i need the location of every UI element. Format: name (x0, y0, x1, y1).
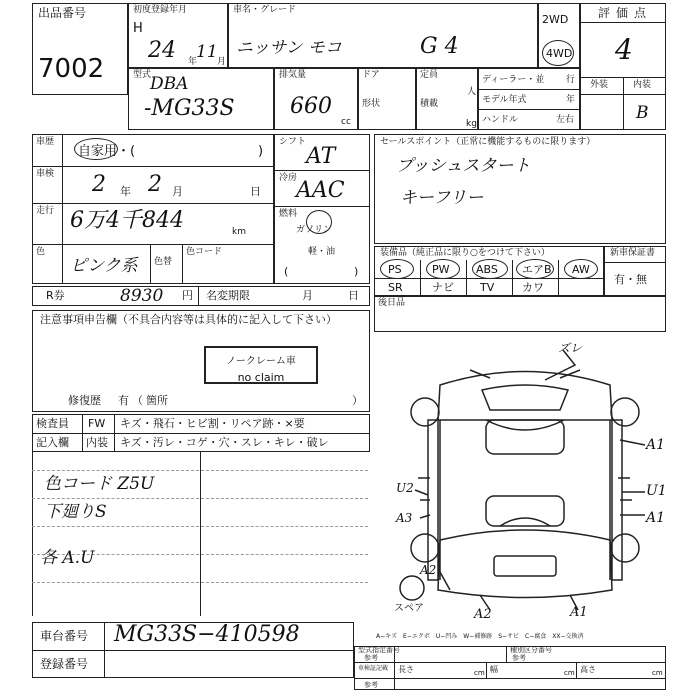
color-value: ピンク系 (70, 256, 138, 276)
name-change-day: 日 (348, 289, 359, 302)
repair-place: 箇所 (146, 394, 168, 407)
sales-points-label: セールスポイント（正常に機能するものに限ります） (380, 137, 596, 147)
mark-a1-bottom: A1 (570, 605, 588, 620)
four-wd-label: 4WD (546, 47, 573, 60)
mark-a2-bottom: A2 (474, 607, 492, 622)
registration-month: 11 (196, 42, 218, 62)
fuel-paren-open: ( (284, 265, 289, 278)
person-unit: 人 (467, 87, 477, 97)
registration-year: 24 (148, 38, 176, 63)
name-change-month: 月 (302, 289, 313, 302)
load-label: 積載 (420, 99, 439, 109)
registration-number-label: 登録番号 (40, 657, 89, 671)
shift-value: AT (306, 144, 336, 169)
era-label: H (133, 21, 143, 36)
repair-value: 有 (118, 394, 129, 407)
history-label: 車歴 (36, 137, 55, 147)
exterior-label: 外装 (590, 80, 609, 90)
history-close: ) (258, 144, 264, 159)
width-label: 幅 (490, 665, 498, 674)
equip-navi: ナビ (432, 281, 454, 294)
equip-pw: PW (432, 263, 450, 276)
model-label: 型式 (133, 70, 152, 80)
ac-value: AAC (296, 178, 345, 203)
name-change-label: 名変期限 (206, 289, 250, 302)
equip-leather: カワ (522, 281, 544, 294)
yen-unit: 円 (182, 289, 193, 302)
shift-label: シフト (279, 137, 307, 147)
equip-airbag: エアB (522, 263, 552, 276)
interior-grade-label: 内装 (633, 80, 652, 90)
mark-a3-left: A3 (396, 511, 413, 525)
mark-a1-right-upper: A1 (646, 437, 666, 453)
inspection-year: 2 (92, 172, 106, 197)
inspection-month: 2 (148, 172, 162, 197)
chassis-value: MG33S−410598 (114, 622, 300, 647)
equip-sr: SR (388, 281, 403, 294)
sales-point-1: プッシュスタート (396, 156, 531, 176)
width-unit: cm (564, 669, 575, 677)
repair-paren-open: （ (132, 394, 143, 407)
equip-ps: PS (388, 263, 402, 276)
note-color-code: 色コード Z5U (44, 474, 155, 494)
notes-label: 注意事項申告欄（不具合内容等は具体的に記入して下さい） (40, 313, 337, 326)
category-label: 種別区分番号 (510, 646, 552, 654)
chassis-label: 車台番号 (40, 629, 89, 643)
inspection-day-unit: 日 (250, 185, 261, 198)
model-year-unit: 年 (566, 95, 576, 105)
model-code: -MG33S (144, 96, 235, 121)
dealer-label: ディーラー・並 (482, 75, 545, 85)
registration-month-unit: 月 (217, 57, 227, 67)
handle-label: ハンドル (482, 115, 519, 125)
body-number-ref: 参考 (364, 681, 378, 689)
model-designation-ref: 参考 (364, 654, 378, 662)
score-value: 4 (615, 33, 633, 66)
note-undercarriage: 下廻りS (44, 502, 107, 522)
length-unit: cm (474, 669, 485, 677)
equip-tv: TV (480, 281, 495, 294)
car-name-label: 車名・グレード (233, 5, 297, 15)
repair-paren-close: ） (352, 394, 363, 407)
interior-label: 内装 (86, 436, 108, 449)
fuel-paren-close: ) (354, 265, 359, 278)
mileage-label: 走行 (36, 206, 55, 216)
inspection-label: 車検 (36, 169, 55, 179)
recycle-label: R券 (46, 289, 65, 302)
score-label: 評価点 (598, 6, 653, 20)
car-name: ニッサン モコ (236, 38, 342, 58)
fuel-label: 燃料 (279, 209, 298, 219)
fw-label: FW (88, 417, 106, 430)
length-label: 長さ (398, 665, 414, 674)
damage-legend: A−キズ E−エクボ U−凹み W−補修跡 S−サビ C−腐食 XX−交換済 (376, 633, 584, 640)
registration-label: 初度登録年月 (133, 5, 188, 15)
mark-u1-right: U1 (646, 483, 667, 499)
interior-items: キズ・汚レ・コゲ・穴・スレ・キレ・破レ (120, 436, 329, 449)
displacement-value: 660 (290, 94, 332, 119)
cc-unit: cc (341, 117, 351, 127)
ac-label: 冷房 (279, 173, 298, 183)
category-ref: 参考 (512, 654, 526, 662)
km-unit: km (232, 227, 246, 237)
kg-unit: kg (466, 119, 477, 129)
height-label: 高さ (580, 665, 596, 674)
door-label: ドア (362, 70, 380, 80)
equipment-label: 装備品（純正品に限り○をつけて下さい） (380, 248, 550, 258)
no-claim-line2: no claim (237, 371, 285, 384)
mileage-value: 6万4千844 (70, 208, 184, 233)
note-each: 各 A.U (40, 548, 95, 568)
fw-items: キズ・飛石・ヒビ割・リペア跡・×要 (120, 417, 305, 430)
inspection-month-unit: 月 (172, 185, 183, 198)
model-year-label: モデル年式 (482, 95, 527, 105)
car-grade: G 4 (420, 34, 459, 59)
writer-label: 記入欄 (36, 436, 69, 449)
fuel-diesel: 軽・油 (308, 247, 336, 257)
handle-value: 左右 (556, 115, 575, 125)
model-prefix: DBA (150, 74, 189, 94)
after-fit-label: 後日品 (378, 298, 406, 308)
dealer-unit: 行 (566, 75, 576, 85)
lot-number: 7002 (38, 54, 105, 84)
recycle-value: 8930 (120, 286, 164, 306)
equip-aw: AW (572, 263, 590, 276)
mark-a2-left: A2 (420, 563, 437, 577)
inspection-year-unit: 年 (120, 185, 131, 198)
sales-point-2: キーフリー (400, 188, 484, 208)
repair-label: 修復歴 (68, 394, 101, 407)
displacement-label: 排気量 (279, 70, 307, 80)
equip-abs: ABS (476, 263, 498, 276)
inspector-label: 検査員 (36, 417, 69, 430)
lot-label: 出品番号 (38, 6, 87, 20)
no-claim-line1: ノークレーム車 (226, 356, 296, 367)
body-number-label: 車検証記載 (358, 665, 389, 672)
registration-year-unit: 年 (188, 57, 198, 67)
capacity-label: 定員 (420, 70, 439, 80)
warranty-value: 有・無 (614, 273, 647, 286)
fuel-gasoline: ガソリン (296, 225, 333, 235)
interior-grade: B (636, 103, 649, 123)
model-designation-label: 型式指定番号 (358, 646, 400, 654)
mark-a1-right-lower: A1 (646, 510, 666, 526)
shape-label: 形状 (362, 99, 381, 109)
color-label: 色 (36, 247, 46, 257)
warranty-label: 新車保証書 (610, 248, 656, 258)
two-wd-label: 2WD (542, 13, 569, 26)
mark-zure: ズレ (558, 341, 583, 355)
color-change-label: 色替 (154, 257, 173, 267)
mark-u2-left: U2 (396, 481, 414, 495)
history-value: 自家用・( (78, 144, 136, 159)
mark-spare: スペア (394, 603, 424, 614)
height-unit: cm (652, 669, 663, 677)
color-code-label: 色コード (186, 247, 223, 257)
